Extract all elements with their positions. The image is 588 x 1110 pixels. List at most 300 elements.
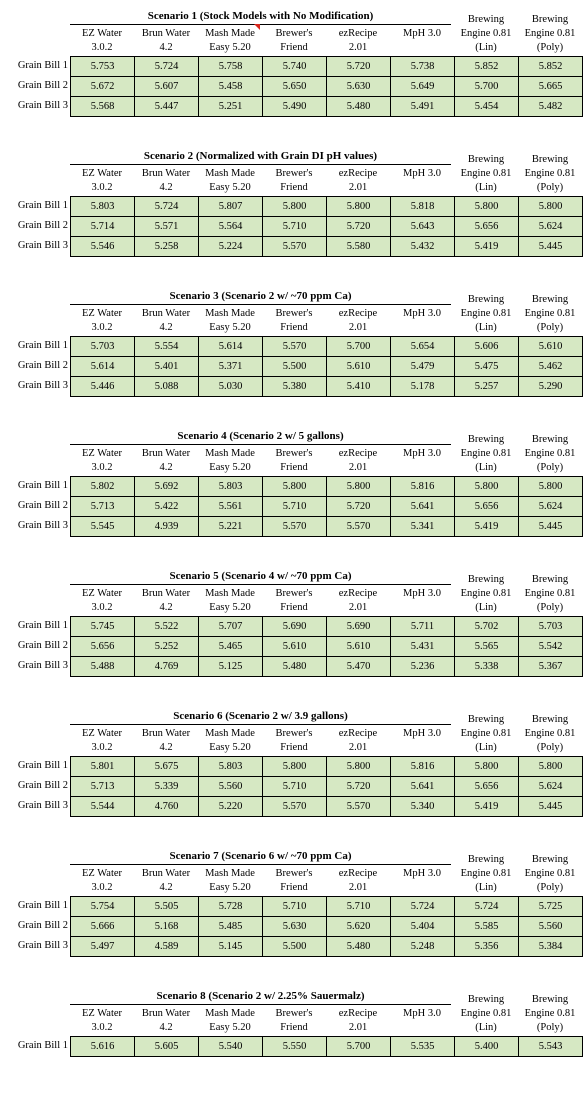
- scenario-block: [0, 0, 588, 130]
- table-row: [71, 57, 583, 77]
- data-cell[interactable]: 5.656: [455, 497, 519, 517]
- scenario-block: [0, 980, 588, 1110]
- column-header: [70, 587, 134, 615]
- data-cell[interactable]: 5.758: [199, 57, 263, 77]
- column-header-line: 2.01: [348, 182, 368, 193]
- data-cell[interactable]: 5.560: [519, 917, 583, 937]
- data-cell[interactable]: 5.702: [455, 617, 519, 637]
- row-label: Grain Bill 1: [17, 620, 68, 631]
- column-header: [134, 447, 198, 475]
- column-header-line: Friend: [280, 182, 308, 193]
- data-cell[interactable]: 5.720: [327, 777, 391, 797]
- column-header: [198, 1007, 262, 1035]
- column-header-line: (Poly): [536, 1022, 564, 1033]
- column-header-line: Brewer's: [275, 728, 313, 739]
- data-cell[interactable]: 5.738: [391, 57, 455, 77]
- data-cell[interactable]: 5.630: [327, 77, 391, 97]
- scenario-block: [0, 280, 588, 410]
- column-header: [70, 27, 134, 55]
- column-header-line: Easy 5.20: [209, 742, 251, 753]
- data-cell[interactable]: 5.419: [455, 797, 519, 817]
- data-cell[interactable]: 5.570: [263, 517, 327, 537]
- data-cell[interactable]: 5.432: [391, 237, 455, 257]
- data-cell[interactable]: 5.367: [519, 657, 583, 677]
- column-header: [390, 727, 454, 741]
- data-cell[interactable]: 5.224: [199, 237, 263, 257]
- data-cell[interactable]: 5.801: [71, 757, 135, 777]
- data-cell[interactable]: 5.606: [455, 337, 519, 357]
- data-cell[interactable]: 5.703: [71, 337, 135, 357]
- column-header-line: Mash Made: [205, 28, 255, 39]
- data-cell[interactable]: 5.480: [263, 657, 327, 677]
- data-cell[interactable]: 5.616: [71, 1037, 135, 1057]
- data-cell[interactable]: 5.401: [135, 357, 199, 377]
- data-cell[interactable]: 5.724: [135, 197, 199, 217]
- data-cell[interactable]: 5.570: [327, 797, 391, 817]
- scenario-title: Scenario 4 (Scenario 2 w/ 5 gallons): [70, 429, 451, 445]
- data-cell[interactable]: 5.724: [135, 57, 199, 77]
- column-header-line: Engine 0.81: [460, 588, 512, 599]
- data-cell[interactable]: 5.714: [71, 217, 135, 237]
- column-header-line: Engine 0.81: [460, 1008, 512, 1019]
- column-header-line: (Lin): [475, 42, 497, 53]
- column-header: [262, 167, 326, 195]
- data-cell[interactable]: 5.290: [519, 377, 583, 397]
- data-cell[interactable]: 5.675: [135, 757, 199, 777]
- data-cell[interactable]: 5.404: [391, 917, 455, 937]
- data-cell[interactable]: 5.672: [71, 77, 135, 97]
- column-header-line: (Lin): [475, 1022, 497, 1033]
- data-cell[interactable]: 5.458: [199, 77, 263, 97]
- row-label: Grain Bill 2: [17, 220, 68, 231]
- data-cell[interactable]: 5.371: [199, 357, 263, 377]
- data-cell[interactable]: 5.656: [455, 217, 519, 237]
- data-cell[interactable]: 5.852: [519, 57, 583, 77]
- data-cell[interactable]: 5.800: [519, 477, 583, 497]
- table-row: [71, 917, 583, 937]
- data-cell[interactable]: 5.445: [519, 517, 583, 537]
- column-header-line: Brewing: [467, 994, 505, 1005]
- data-cell[interactable]: 5.745: [71, 617, 135, 637]
- column-header-line: Friend: [280, 42, 308, 53]
- data-cell[interactable]: 5.561: [199, 497, 263, 517]
- data-cell[interactable]: 5.800: [327, 477, 391, 497]
- data-cell[interactable]: 5.544: [71, 797, 135, 817]
- data-cell[interactable]: 5.800: [455, 757, 519, 777]
- data-cell[interactable]: 5.257: [455, 377, 519, 397]
- data-cell[interactable]: 5.654: [391, 337, 455, 357]
- data-cell[interactable]: 5.713: [71, 777, 135, 797]
- column-header-line: 2.01: [348, 742, 368, 753]
- column-header-line: Friend: [280, 742, 308, 753]
- column-header: [134, 27, 198, 55]
- data-cell[interactable]: 5.542: [519, 637, 583, 657]
- column-header-line: 4.2: [159, 462, 173, 473]
- data-cell[interactable]: 5.258: [135, 237, 199, 257]
- data-cell[interactable]: 5.380: [263, 377, 327, 397]
- data-cell[interactable]: 5.446: [71, 377, 135, 397]
- data-cell[interactable]: 5.700: [327, 1037, 391, 1057]
- data-cell[interactable]: 5.650: [263, 77, 327, 97]
- column-header-line: EZ Water: [81, 1008, 123, 1019]
- data-cell[interactable]: 5.543: [519, 1037, 583, 1057]
- data-cell[interactable]: 5.384: [519, 937, 583, 957]
- column-header: [198, 27, 262, 55]
- data-cell[interactable]: 5.251: [199, 97, 263, 117]
- column-header-line: MpH 3.0: [403, 448, 441, 459]
- data-cell[interactable]: 5.710: [263, 497, 327, 517]
- data-cell[interactable]: 5.341: [391, 517, 455, 537]
- data-cell[interactable]: 5.800: [327, 757, 391, 777]
- data-cell[interactable]: 5.236: [391, 657, 455, 677]
- column-header-line: Brewing: [531, 994, 569, 1005]
- data-cell[interactable]: 5.710: [263, 897, 327, 917]
- data-cell[interactable]: 5.807: [199, 197, 263, 217]
- column-header: [198, 587, 262, 615]
- data-cell[interactable]: 5.720: [327, 497, 391, 517]
- data-cell[interactable]: 5.607: [135, 77, 199, 97]
- column-header-line: Engine 0.81: [460, 168, 512, 179]
- column-header-line: Easy 5.20: [209, 1022, 251, 1033]
- column-header-line: Brewing: [467, 574, 505, 585]
- row-label: Grain Bill 2: [17, 920, 68, 931]
- data-cell[interactable]: 5.724: [455, 897, 519, 917]
- data-cell[interactable]: 5.800: [263, 757, 327, 777]
- data-cell[interactable]: 5.445: [519, 797, 583, 817]
- table-row: [71, 637, 583, 657]
- data-cell[interactable]: 5.339: [135, 777, 199, 797]
- column-header-line: 4.2: [159, 742, 173, 753]
- column-header-line: 3.0.2: [91, 182, 113, 193]
- column-header-line: (Lin): [475, 322, 497, 333]
- data-cell[interactable]: 5.700: [327, 337, 391, 357]
- row-label: Grain Bill 1: [17, 760, 68, 771]
- data-cell[interactable]: 5.497: [71, 937, 135, 957]
- scenario-block: [0, 840, 588, 970]
- data-cell[interactable]: 5.488: [71, 657, 135, 677]
- data-cell[interactable]: 5.610: [263, 637, 327, 657]
- column-header-line: EZ Water: [81, 448, 123, 459]
- data-cell[interactable]: 5.816: [391, 477, 455, 497]
- data-cell[interactable]: 5.754: [71, 897, 135, 917]
- data-cell[interactable]: 5.454: [455, 97, 519, 117]
- column-header-line: Mash Made: [205, 588, 255, 599]
- data-cell[interactable]: 5.720: [327, 57, 391, 77]
- column-header-line: Engine 0.81: [460, 728, 512, 739]
- column-header: [70, 167, 134, 195]
- column-header-line: Friend: [280, 322, 308, 333]
- data-cell[interactable]: 5.710: [327, 897, 391, 917]
- data-cell[interactable]: 5.800: [263, 477, 327, 497]
- data-cell[interactable]: 5.605: [135, 1037, 199, 1057]
- data-cell[interactable]: 5.221: [199, 517, 263, 537]
- column-header: [134, 1007, 198, 1035]
- data-cell[interactable]: 5.713: [71, 497, 135, 517]
- data-cell[interactable]: 5.400: [455, 1037, 519, 1057]
- data-cell[interactable]: 5.580: [327, 237, 391, 257]
- column-header: [454, 573, 518, 615]
- data-cell[interactable]: 4.939: [135, 517, 199, 537]
- column-header-line: Brewing: [467, 14, 505, 25]
- data-cell[interactable]: 5.410: [327, 377, 391, 397]
- scenario-block: [0, 420, 588, 550]
- data-cell[interactable]: 5.565: [455, 637, 519, 657]
- data-cell[interactable]: 5.610: [327, 357, 391, 377]
- column-header: [134, 167, 198, 195]
- data-cell[interactable]: 5.800: [455, 477, 519, 497]
- data-cell[interactable]: 5.570: [263, 237, 327, 257]
- data-cell[interactable]: 5.800: [519, 197, 583, 217]
- data-cell[interactable]: 5.803: [199, 477, 263, 497]
- data-cell[interactable]: 5.485: [199, 917, 263, 937]
- column-header-line: Brun Water: [141, 728, 191, 739]
- data-cell[interactable]: 5.614: [71, 357, 135, 377]
- data-cell[interactable]: 5.707: [199, 617, 263, 637]
- data-cell[interactable]: 5.624: [519, 777, 583, 797]
- data-cell[interactable]: 4.589: [135, 937, 199, 957]
- column-header-line: 4.2: [159, 602, 173, 613]
- scenario-title: Scenario 2 (Normalized with Grain DI pH values): [70, 149, 451, 165]
- data-cell[interactable]: 5.220: [199, 797, 263, 817]
- data-cell[interactable]: 5.535: [391, 1037, 455, 1057]
- column-header-line: Engine 0.81: [524, 1008, 576, 1019]
- column-header-line: (Poly): [536, 462, 564, 473]
- column-header-line: (Poly): [536, 602, 564, 613]
- column-header-line: Brewing: [467, 714, 505, 725]
- table-row: [71, 797, 583, 817]
- row-label: Grain Bill 2: [17, 640, 68, 651]
- data-cell[interactable]: 5.500: [263, 357, 327, 377]
- column-header-line: 3.0.2: [91, 462, 113, 473]
- data-cell[interactable]: 5.570: [327, 517, 391, 537]
- data-cell[interactable]: 5.610: [519, 337, 583, 357]
- column-header-line: Engine 0.81: [524, 308, 576, 319]
- column-header-line: Brewer's: [275, 1008, 313, 1019]
- data-cell[interactable]: 5.419: [455, 237, 519, 257]
- data-cell[interactable]: 5.445: [519, 237, 583, 257]
- column-header: [198, 867, 262, 895]
- data-cell[interactable]: 5.475: [455, 357, 519, 377]
- data-cell[interactable]: 5.614: [199, 337, 263, 357]
- table-row: [71, 477, 583, 497]
- data-cell[interactable]: 5.546: [71, 237, 135, 257]
- data-cell[interactable]: 5.340: [391, 797, 455, 817]
- data-cell[interactable]: 5.480: [327, 97, 391, 117]
- row-label: Grain Bill 2: [17, 80, 68, 91]
- data-cell[interactable]: 5.431: [391, 637, 455, 657]
- column-header: [518, 293, 582, 335]
- data-cell[interactable]: 5.656: [71, 637, 135, 657]
- data-grid: [70, 336, 583, 397]
- column-header-line: Brewer's: [275, 308, 313, 319]
- column-header-line: MpH 3.0: [403, 168, 441, 179]
- column-header: [390, 1007, 454, 1021]
- data-cell[interactable]: 5.649: [391, 77, 455, 97]
- column-header: [326, 447, 390, 475]
- column-header-line: 4.2: [159, 182, 173, 193]
- data-cell[interactable]: 5.710: [263, 777, 327, 797]
- column-header-line: Brewing: [531, 154, 569, 165]
- scenario-block: [0, 140, 588, 270]
- column-header-line: Brewer's: [275, 868, 313, 879]
- data-cell[interactable]: 5.479: [391, 357, 455, 377]
- data-cell[interactable]: 5.522: [135, 617, 199, 637]
- table-row: [71, 357, 583, 377]
- data-cell[interactable]: 5.570: [263, 797, 327, 817]
- data-cell[interactable]: 5.711: [391, 617, 455, 637]
- column-header-line: 4.2: [159, 882, 173, 893]
- data-cell[interactable]: 5.564: [199, 217, 263, 237]
- data-grid: [70, 896, 583, 957]
- data-cell[interactable]: 5.656: [455, 777, 519, 797]
- column-header: [390, 867, 454, 881]
- data-cell[interactable]: 5.624: [519, 497, 583, 517]
- data-cell[interactable]: 5.800: [263, 197, 327, 217]
- data-cell[interactable]: 5.419: [455, 517, 519, 537]
- data-grid: [70, 616, 583, 677]
- data-cell[interactable]: 5.252: [135, 637, 199, 657]
- data-cell[interactable]: 5.724: [391, 897, 455, 917]
- data-cell[interactable]: 5.465: [199, 637, 263, 657]
- data-cell[interactable]: 5.338: [455, 657, 519, 677]
- data-cell[interactable]: 5.422: [135, 497, 199, 517]
- data-cell[interactable]: 5.818: [391, 197, 455, 217]
- data-cell[interactable]: 5.125: [199, 657, 263, 677]
- column-header-line: 4.2: [159, 42, 173, 53]
- data-cell[interactable]: 5.178: [391, 377, 455, 397]
- data-cell[interactable]: 5.802: [71, 477, 135, 497]
- column-header: [262, 727, 326, 755]
- data-cell[interactable]: 5.570: [263, 337, 327, 357]
- column-header: [454, 993, 518, 1035]
- column-header: [262, 307, 326, 335]
- column-header: [518, 853, 582, 895]
- data-cell[interactable]: 5.725: [519, 897, 583, 917]
- data-cell[interactable]: 4.760: [135, 797, 199, 817]
- table-row: [71, 497, 583, 517]
- data-cell[interactable]: 5.720: [327, 217, 391, 237]
- column-header: [390, 587, 454, 601]
- data-cell[interactable]: 5.641: [391, 497, 455, 517]
- data-cell[interactable]: 5.643: [391, 217, 455, 237]
- data-cell[interactable]: 5.248: [391, 937, 455, 957]
- data-cell[interactable]: 5.482: [519, 97, 583, 117]
- data-cell[interactable]: 5.703: [519, 617, 583, 637]
- data-cell[interactable]: 4.769: [135, 657, 199, 677]
- data-cell[interactable]: 5.740: [263, 57, 327, 77]
- data-cell[interactable]: 5.571: [135, 217, 199, 237]
- data-cell[interactable]: 5.088: [135, 377, 199, 397]
- data-cell[interactable]: 5.554: [135, 337, 199, 357]
- column-header-line: MpH 3.0: [403, 1008, 441, 1019]
- data-cell[interactable]: 5.800: [455, 197, 519, 217]
- data-cell[interactable]: 5.803: [199, 757, 263, 777]
- column-header: [326, 27, 390, 55]
- data-cell[interactable]: 5.753: [71, 57, 135, 77]
- column-header-line: ezRecipe: [338, 168, 378, 179]
- column-header-line: ezRecipe: [338, 448, 378, 459]
- data-cell[interactable]: 5.550: [263, 1037, 327, 1057]
- column-header-line: MpH 3.0: [403, 28, 441, 39]
- data-cell[interactable]: 5.470: [327, 657, 391, 677]
- column-header: [518, 433, 582, 475]
- data-cell[interactable]: 5.560: [199, 777, 263, 797]
- data-cell[interactable]: 5.666: [71, 917, 135, 937]
- column-header-line: Brun Water: [141, 168, 191, 179]
- data-cell[interactable]: 5.692: [135, 477, 199, 497]
- row-label: Grain Bill 1: [17, 60, 68, 71]
- data-cell[interactable]: 5.630: [263, 917, 327, 937]
- data-cell[interactable]: 5.641: [391, 777, 455, 797]
- data-grid: [70, 1036, 583, 1057]
- column-header-line: (Lin): [475, 602, 497, 613]
- data-cell[interactable]: 5.145: [199, 937, 263, 957]
- data-cell[interactable]: 5.803: [71, 197, 135, 217]
- column-header: [134, 307, 198, 335]
- data-cell[interactable]: 5.356: [455, 937, 519, 957]
- data-cell[interactable]: 5.585: [455, 917, 519, 937]
- column-header: [326, 167, 390, 195]
- data-cell[interactable]: 5.030: [199, 377, 263, 397]
- row-label: Grain Bill 1: [17, 340, 68, 351]
- column-header: [70, 307, 134, 335]
- column-header-line: 2.01: [348, 602, 368, 613]
- column-header-line: Engine 0.81: [524, 28, 576, 39]
- data-cell[interactable]: 5.610: [327, 637, 391, 657]
- column-header-line: 2.01: [348, 322, 368, 333]
- data-cell[interactable]: 5.800: [519, 757, 583, 777]
- column-header-line: Friend: [280, 602, 308, 613]
- data-cell[interactable]: 5.462: [519, 357, 583, 377]
- data-grid: [70, 56, 583, 117]
- data-cell[interactable]: 5.490: [263, 97, 327, 117]
- data-cell[interactable]: 5.620: [327, 917, 391, 937]
- column-header: [134, 727, 198, 755]
- column-header-line: Brun Water: [141, 588, 191, 599]
- data-cell[interactable]: 5.710: [263, 217, 327, 237]
- column-header: [518, 713, 582, 755]
- data-cell[interactable]: 5.568: [71, 97, 135, 117]
- data-cell[interactable]: 5.690: [327, 617, 391, 637]
- data-cell[interactable]: 5.545: [71, 517, 135, 537]
- row-label: Grain Bill 2: [17, 780, 68, 791]
- column-header-line: Brun Water: [141, 448, 191, 459]
- data-cell[interactable]: 5.816: [391, 757, 455, 777]
- data-cell[interactable]: 5.700: [455, 77, 519, 97]
- column-header-line: EZ Water: [81, 168, 123, 179]
- data-cell[interactable]: 5.447: [135, 97, 199, 117]
- data-cell[interactable]: 5.480: [327, 937, 391, 957]
- column-header: [326, 587, 390, 615]
- data-cell[interactable]: 5.500: [263, 937, 327, 957]
- data-cell[interactable]: 5.624: [519, 217, 583, 237]
- data-cell[interactable]: 5.728: [199, 897, 263, 917]
- column-header-line: Brewing: [531, 714, 569, 725]
- data-cell[interactable]: 5.852: [455, 57, 519, 77]
- data-cell[interactable]: 5.491: [391, 97, 455, 117]
- column-header-line: 3.0.2: [91, 742, 113, 753]
- column-header-line: 3.0.2: [91, 1022, 113, 1033]
- column-header-line: ezRecipe: [338, 28, 378, 39]
- data-cell[interactable]: 5.665: [519, 77, 583, 97]
- data-cell[interactable]: 5.168: [135, 917, 199, 937]
- data-cell[interactable]: 5.540: [199, 1037, 263, 1057]
- data-cell[interactable]: 5.505: [135, 897, 199, 917]
- data-cell[interactable]: 5.800: [327, 197, 391, 217]
- column-header-line: EZ Water: [81, 588, 123, 599]
- data-cell[interactable]: 5.690: [263, 617, 327, 637]
- column-header-line: ezRecipe: [338, 868, 378, 879]
